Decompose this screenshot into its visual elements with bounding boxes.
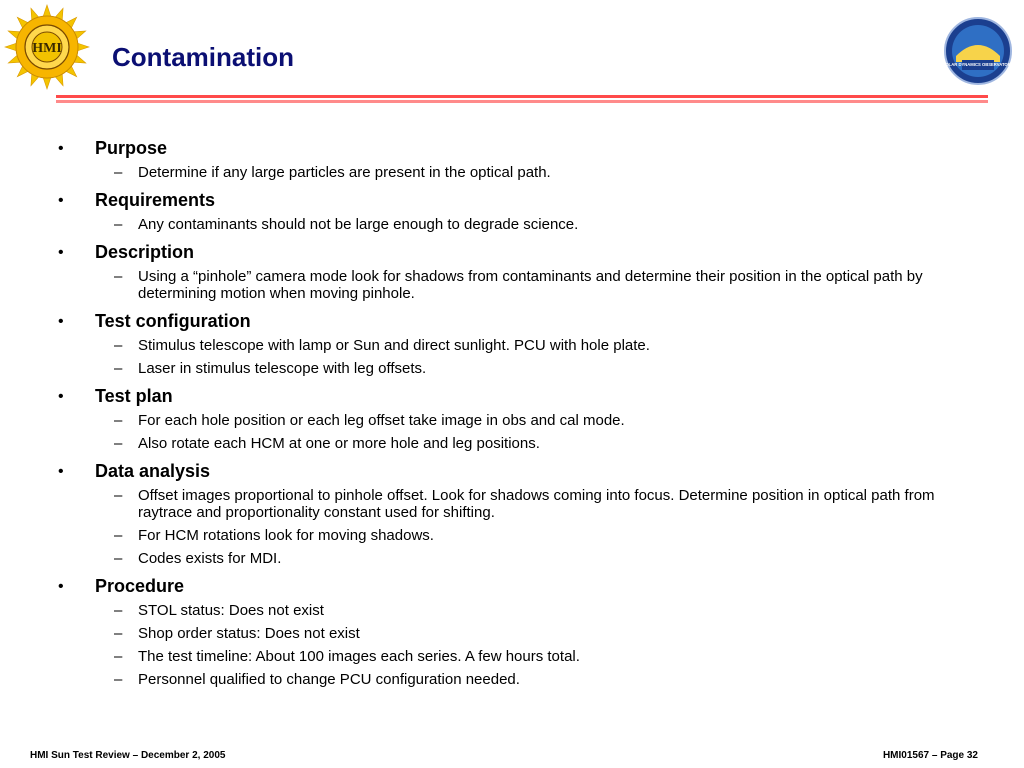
list-item: Any contaminants should not be large enough to degrade science. [138,216,579,233]
title-divider [56,95,988,98]
section-requirements: • Requirements – Any contaminants should not be large enough to degrade science. [0,188,1024,236]
slide-body [0,136,1024,691]
list-item: For each hole position or each leg offset take image in obs and cal mode. [138,412,625,429]
section-heading: Procedure [95,576,185,596]
list-item: Offset images proportional to pinhole offset. Look for shadows coming into focus. Determine position in optical path from raytrace and proportionality constant used for shifting. [138,487,935,521]
list-item: Codes exists for MDI. [138,550,282,567]
list-item: STOL status: Does not exist [138,602,324,619]
section-description: • Description – Using a “pinhole” camera mode look for shadows from contaminants and determine their position in the optical path by determining motion when moving pinhole. [0,240,1024,305]
section-heading: Data analysis [95,461,211,481]
svg-text:SOLAR DYNAMICS OBSERVATORY: SOLAR DYNAMICS OBSERVATORY [942,62,1014,67]
section-data-analysis: • Data analysis – Offset images proportional to pinhole offset. Look for shadows coming into focus. Determine position in optical path from raytrace and proportionality constant used for shifting. – For HCM rotations look for moving shadows. – Codes exists for MDI. [0,459,1024,570]
section-heading: Test configuration [95,311,251,331]
list-item: The test timeline: About 100 images each series. A few hours total. [138,648,580,665]
svg-text:HMI: HMI [32,41,62,56]
list-item: Laser in stimulus telescope with leg offsets. [138,360,427,377]
list-item: Stimulus telescope with lamp or Sun and direct sunlight. PCU with hole plate. [138,337,650,354]
footer-left: HMI Sun Test Review – December 2, 2005 [30,750,226,761]
sdo-logo [938,16,1018,86]
slide-title: Contamination [112,42,294,72]
section-heading: Description [95,242,195,262]
section-purpose: • Purpose – Determine if any large particles are present in the optical path. [0,136,1024,184]
list-item: Personnel qualified to change PCU configuration needed. [138,671,520,688]
section-heading: Purpose [95,138,168,158]
list-item: Using a “pinhole” camera mode look for shadows from contaminants and determine their position in the optical path by determining motion when moving pinhole. [138,268,923,302]
section-heading: Test plan [95,386,173,406]
list-item: Shop order status: Does not exist [138,625,360,642]
section-heading: Requirements [95,190,216,210]
footer-right: HMI01567 – Page 32 [882,750,978,761]
section-test-plan: • Test plan – For each hole position or each leg offset take image in obs and cal mode. – Also rotate each HCM at one or more hole and leg positions. [0,384,1024,455]
hmi-logo [4,4,90,90]
list-item: For HCM rotations look for moving shadows. [138,527,434,544]
list-item: Also rotate each HCM at one or more hole and leg positions. [138,435,540,452]
section-procedure: • Procedure – STOL status: Does not exist – Shop order status: Does not exist – The test timeline: About 100 images each series. A few hours total. – Personnel qualified to change PCU configuration needed. [0,574,1024,691]
list-item: Determine if any large particles are present in the optical path. [138,164,551,181]
section-test-configuration: • Test configuration – Stimulus telescope with lamp or Sun and direct sunlight. PCU with hole plate. – Laser in stimulus telescope with leg offsets. [0,309,1024,380]
bullet-dot: • [58,140,64,157]
title-divider-shadow [56,100,988,103]
